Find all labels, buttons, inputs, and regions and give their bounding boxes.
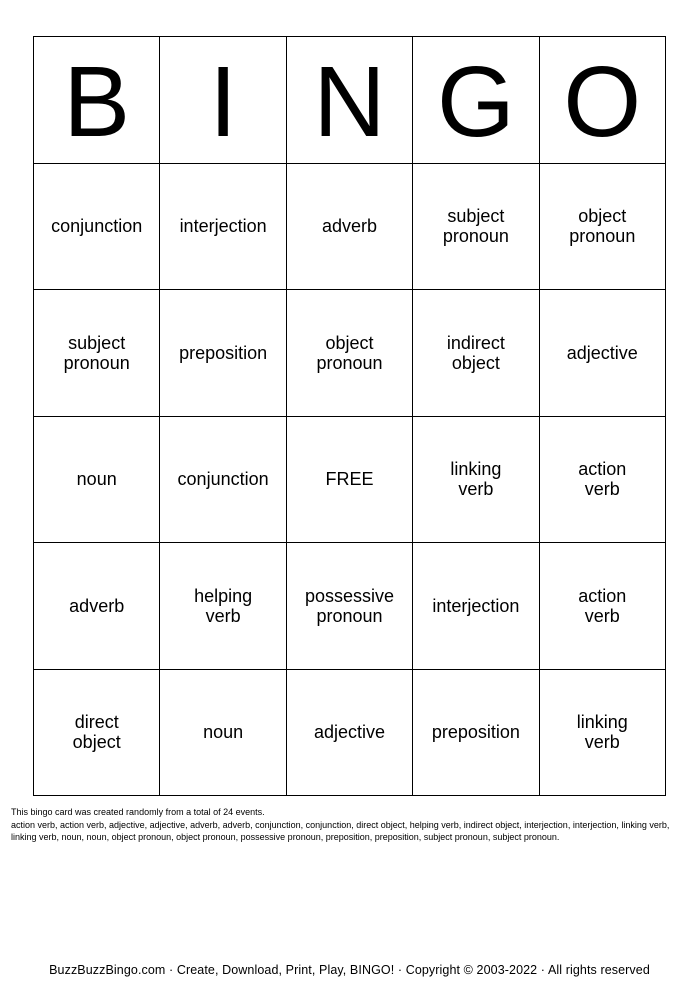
bingo-cell: possessive pronoun [287, 543, 413, 670]
bingo-cell: object pronoun [540, 164, 666, 291]
header-letter-n: N [287, 37, 413, 164]
header-letter-g: G [413, 37, 539, 164]
bingo-cell: object pronoun [287, 290, 413, 417]
header-letter-o: O [540, 37, 666, 164]
bingo-cell: action verb [540, 417, 666, 544]
bingo-cell: linking verb [540, 670, 666, 797]
bingo-cell: conjunction [160, 417, 286, 544]
bingo-cell: linking verb [413, 417, 539, 544]
card-event-list: action verb, action verb, adjective, adjective, adverb, adverb, conjunction, conjunction, direct object, helping verb, indirect object, interjection, interjection, linking verb, linking verb, noun, noun, object pronoun, object pronoun, possessive pronoun, preposition, preposition, subject pronoun, subject pronoun. [11, 819, 670, 842]
bingo-cell: noun [160, 670, 286, 797]
bingo-cell: adjective [540, 290, 666, 417]
header-letter-i: I [160, 37, 286, 164]
card-info-summary: This bingo card was created randomly from a total of 24 events. [11, 807, 265, 817]
site-footer: BuzzBuzzBingo.com · Create, Download, Print, Play, BINGO! · Copyright © 2003-2022 · All rights reserved [49, 963, 650, 977]
bingo-cell: helping verb [160, 543, 286, 670]
bingo-cell: adverb [287, 164, 413, 291]
bingo-cell: adverb [34, 543, 160, 670]
bingo-cell: direct object [34, 670, 160, 797]
header-letter-b: B [34, 37, 160, 164]
bingo-cell: conjunction [34, 164, 160, 291]
bingo-cell: adjective [287, 670, 413, 797]
bingo-cell: action verb [540, 543, 666, 670]
bingo-cell: preposition [413, 670, 539, 797]
card-info-note [11, 806, 683, 844]
bingo-cell: interjection [160, 164, 286, 291]
bingo-cell: indirect object [413, 290, 539, 417]
bingo-cell: subject pronoun [413, 164, 539, 291]
bingo-cell: noun [34, 417, 160, 544]
bingo-cell: subject pronoun [34, 290, 160, 417]
free-space-cell: FREE [287, 417, 413, 544]
bingo-card [33, 36, 666, 796]
bingo-cell: interjection [413, 543, 539, 670]
bingo-cell: preposition [160, 290, 286, 417]
